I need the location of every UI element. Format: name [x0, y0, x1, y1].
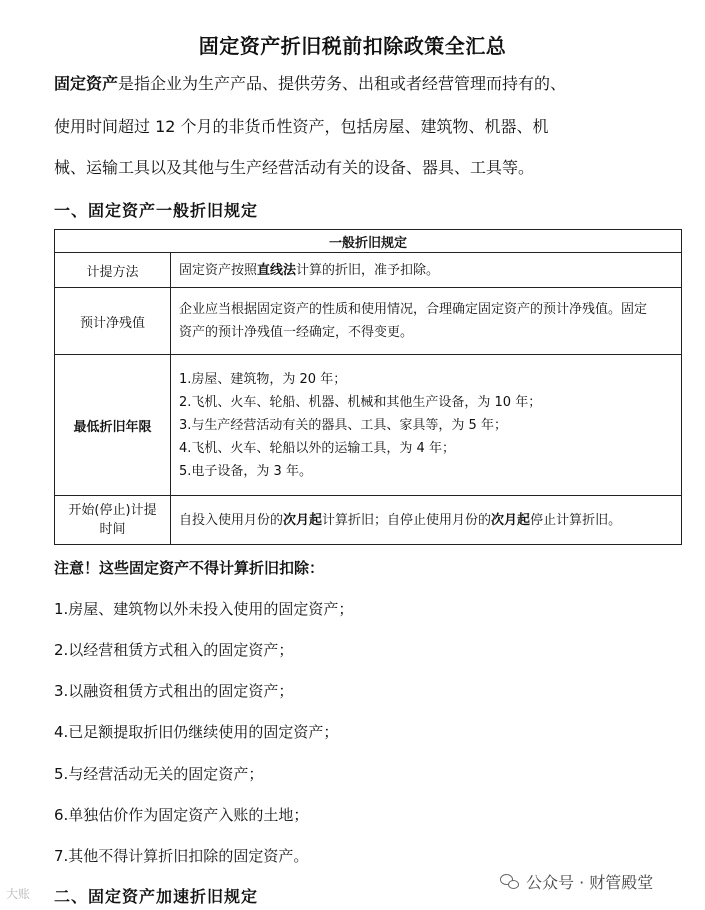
min-years-item: 3.与生产经营活动有关的器具、工具、家具等，为 5 年；: [179, 417, 507, 433]
row-content-method: [171, 253, 682, 288]
section-heading-accelerated: 二、固定资产加速折旧规定: [54, 887, 259, 906]
method-text-bold: 直线法: [257, 262, 297, 278]
row-content-min-years: [171, 355, 682, 496]
start-stop-b1: 次月起: [283, 512, 323, 528]
intro-line-1-text: 是指企业为生产产品、提供劳务、出租或者经营管理而持有的、: [118, 74, 567, 93]
intro-line-3: 械、运输工具以及其他与生产经营活动有关的设备、器具、工具等。: [54, 158, 535, 177]
depreciation-rules-table: [54, 229, 682, 545]
table-header: 一般折旧规定: [55, 230, 682, 253]
start-stop-p2: 计算折旧；自停止使用月份的: [322, 512, 492, 528]
table-row: [55, 288, 682, 355]
residual-line-1: 企业应当根据固定资产的性质和使用情况，合理确定固定资产的预计净残值。固定: [179, 302, 648, 317]
intro-line-2: 使用时间超过 12 个月的非货币性资产，包括房屋、建筑物、机器、机: [54, 117, 549, 136]
watermark-text: 公众号 · 财管殿堂: [526, 873, 654, 892]
list-item: 2.以经营租赁方式租入的固定资产；: [54, 641, 294, 659]
section-heading-general: 一、固定资产一般折旧规定: [54, 201, 259, 220]
row-label-method: 计提方法: [55, 253, 171, 288]
table-row: [55, 496, 682, 545]
min-years-item: 5.电子设备，为 3 年。: [179, 463, 312, 479]
method-text-post: 计算的折旧，准予扣除。: [296, 262, 440, 278]
row-content-start-stop: [171, 496, 682, 545]
list-item: 4.已足额提取折旧仍继续使用的固定资产；: [54, 723, 339, 741]
corner-logo: 大账: [6, 887, 31, 901]
list-item: 7.其他不得计算折旧扣除的固定资产。: [54, 847, 309, 865]
method-text-pre: 固定资产按照: [179, 262, 258, 278]
row-label-start-stop: [55, 496, 171, 545]
start-stop-p1: 自投入使用月份的: [179, 512, 284, 528]
list-item: 3.以融资租赁方式租出的固定资产；: [54, 682, 294, 700]
table-row: [55, 253, 682, 288]
row-label-residual: 预计净残值: [55, 288, 171, 355]
table-row: [55, 355, 682, 496]
start-stop-label-line-1: 开始(停止)计提: [68, 503, 157, 518]
intro-line-1: [54, 74, 654, 94]
watermark: [500, 870, 653, 893]
list-item: 6.单独估价作为固定资产入账的土地；: [54, 806, 309, 824]
residual-line-2: 资产的预计净残值一经确定，不得变更。: [179, 325, 414, 340]
min-years-item: 2.飞机、火车、轮船、机器、机械和其他生产设备，为 10 年；: [179, 394, 542, 410]
wechat-icon: [500, 874, 520, 890]
start-stop-b2: 次月起: [491, 512, 531, 528]
start-stop-p3: 停止计算折旧。: [530, 512, 622, 528]
list-item: 5.与经营活动无关的固定资产；: [54, 765, 264, 783]
min-years-item: 4.飞机、火车、轮船以外的运输工具，为 4 年；: [179, 440, 455, 456]
row-content-residual: [171, 288, 682, 355]
row-label-min-years: 最低折旧年限: [55, 355, 171, 496]
min-years-item: 1.房屋、建筑物，为 20 年；: [179, 371, 347, 387]
intro-term: 固定资产: [54, 74, 119, 93]
list-item: 1.房屋、建筑物以外未投入使用的固定资产；: [54, 600, 354, 618]
page-title: 固定资产折旧税前扣除政策全汇总: [198, 34, 507, 58]
start-stop-label-line-2: 时间: [99, 522, 126, 537]
note-heading: 注意！这些固定资产不得计算折旧扣除：: [54, 559, 325, 577]
